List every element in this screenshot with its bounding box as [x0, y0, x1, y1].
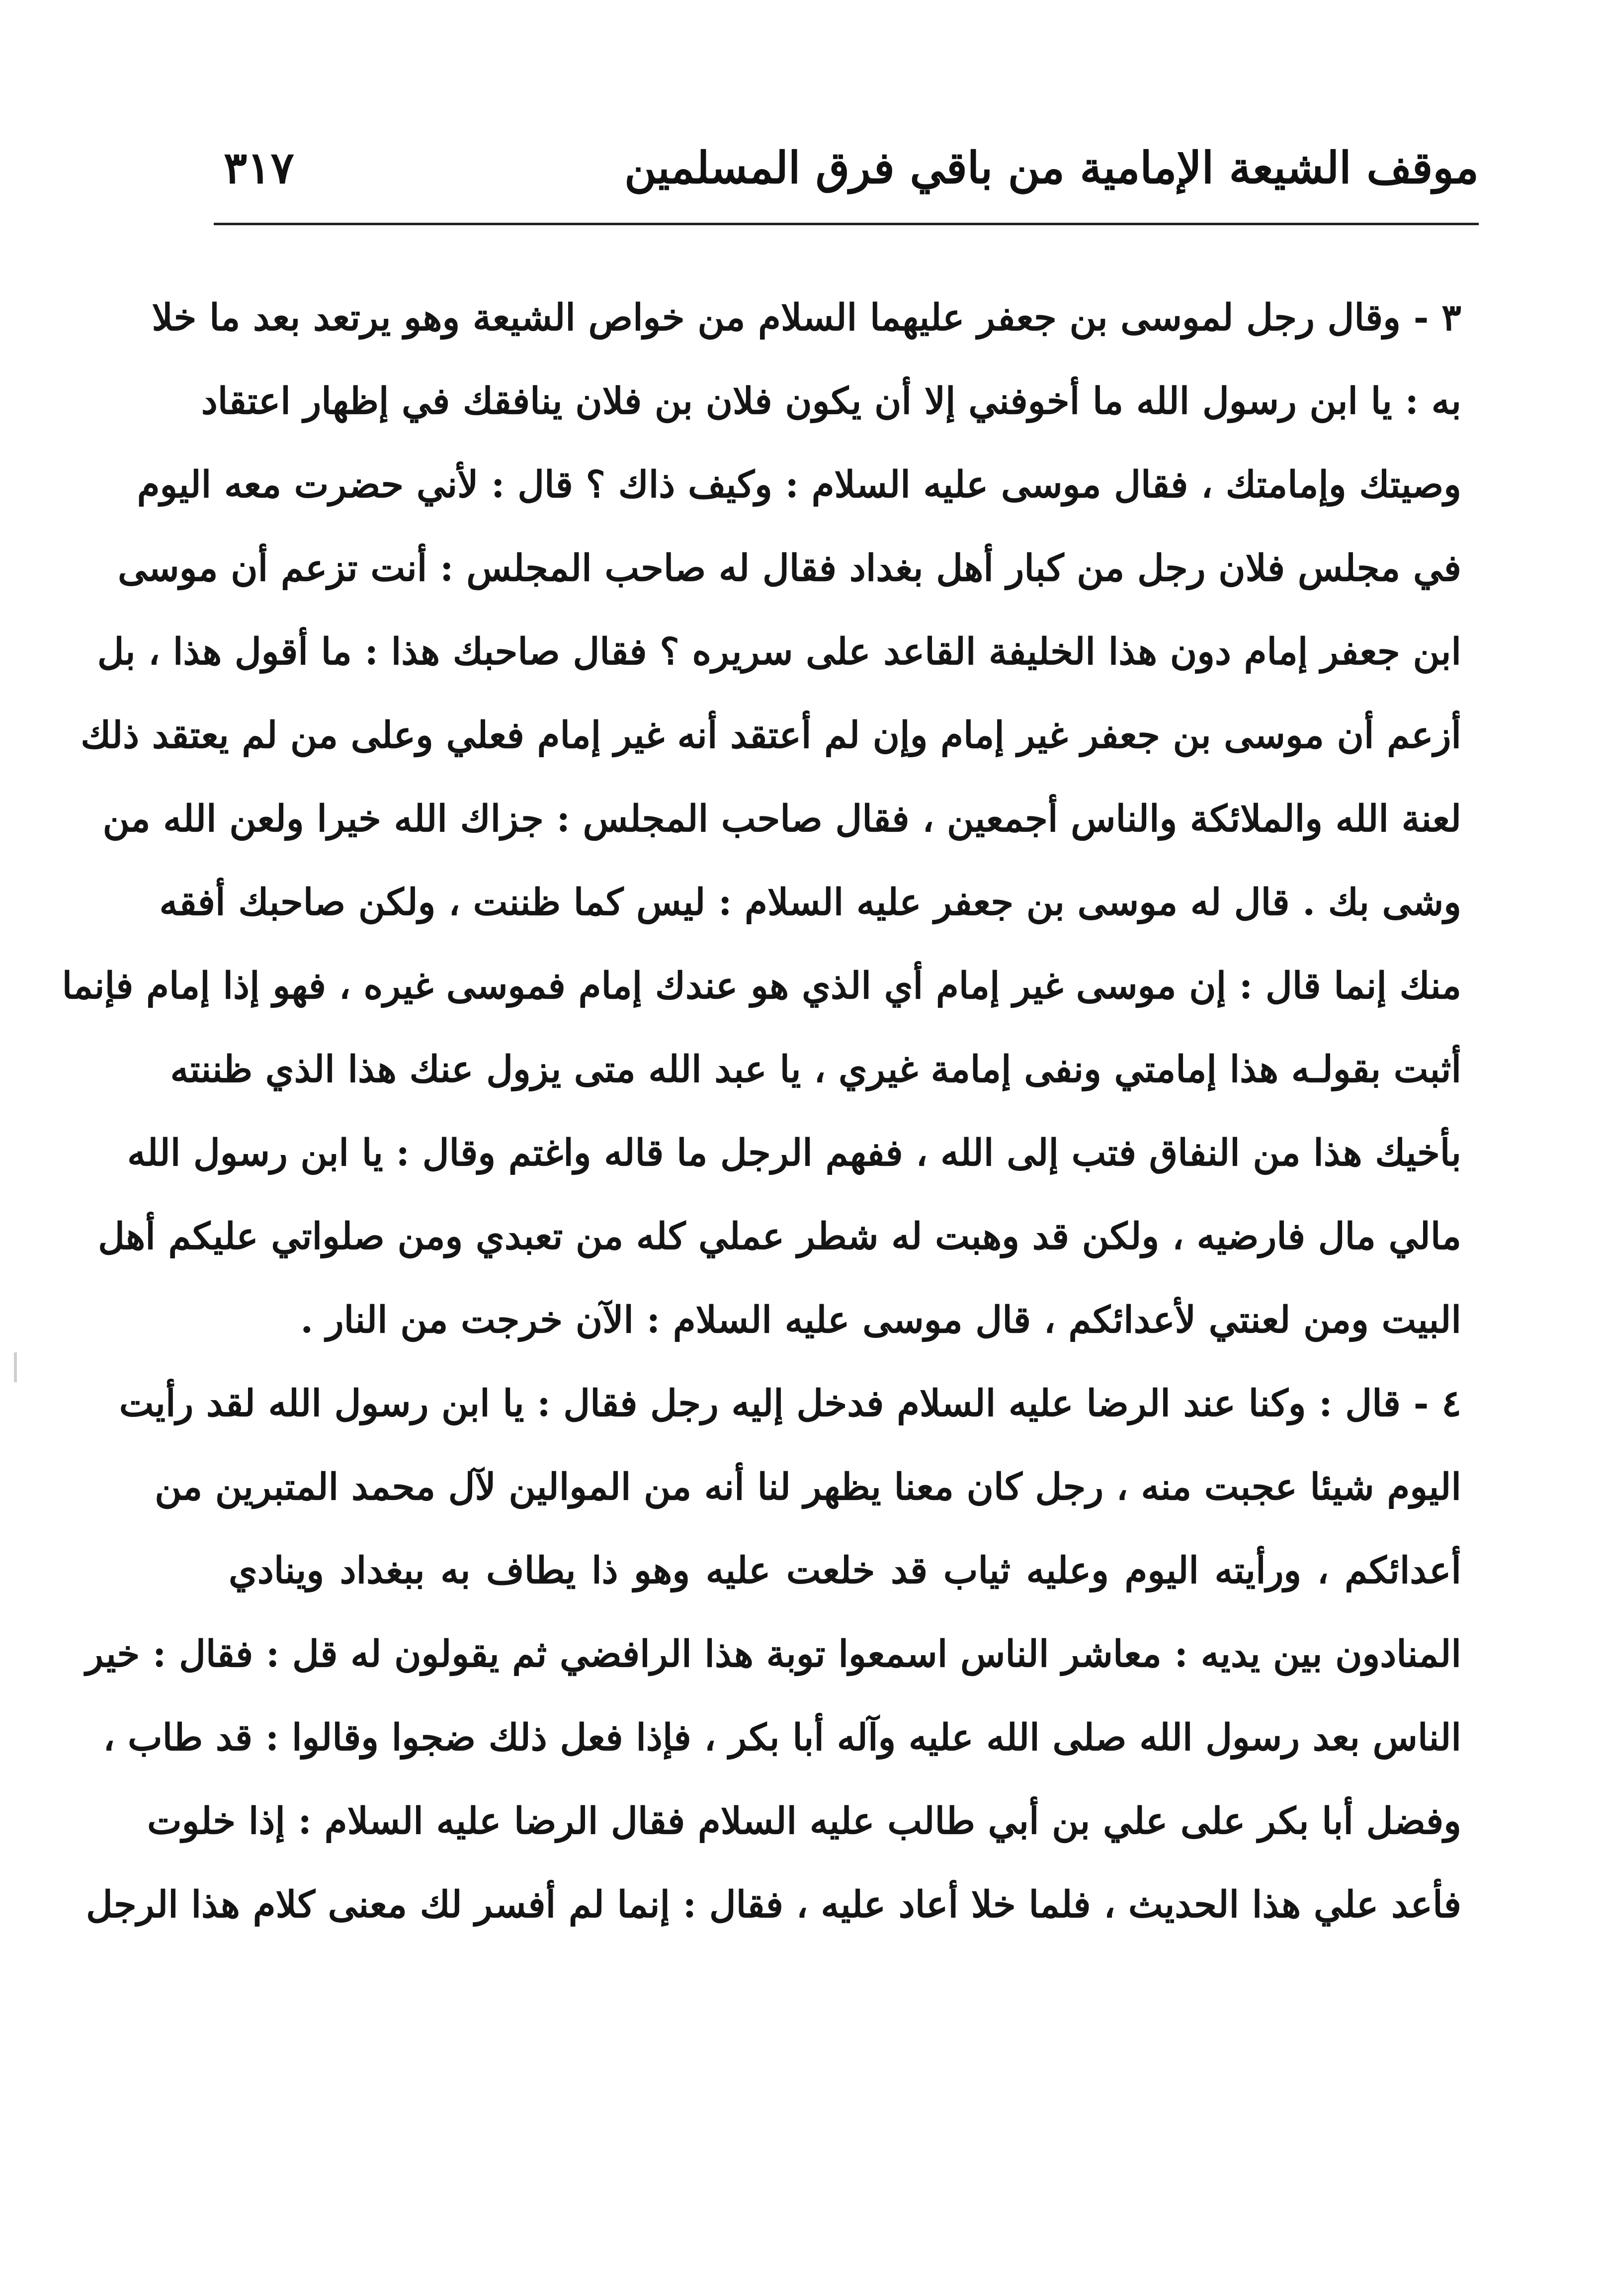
text-line: أزعم أن موسى بن جعفر غير إمام وإن لم أعتقد أنه غير إمام فعلي وعلى من لم يعتقد ذلك	[81, 714, 1461, 757]
text-line: ٤ - قال : وكنا عند الرضا عليه السلام فدخل إليه رجل فقال : يا ابن رسول الله لقد رأيت	[119, 1382, 1461, 1425]
text-line: ٣ - وقال رجل لموسى بن جعفر عليهما السلام من خواص الشيعة وهو يرتعد بعد ما خلا	[152, 296, 1461, 339]
text-line: لعنة الله والملائكة والناس أجمعين ، فقال صاحب المجلس : جزاك الله خيرا ولعن الله من	[102, 797, 1461, 840]
page-number: ٣١٧	[224, 142, 294, 193]
scan-fold-mark	[14, 1352, 17, 1382]
text-line: وشى بك . قال له موسى بن جعفر عليه السلام : ليس كما ظننت ، ولكن صاحبك أفقه	[159, 881, 1461, 924]
text-line: أعدائكم ، ورأيته اليوم وعليه ثياب قد خلعت عليه وهو ذا يطاف به ببغداد وينادي	[229, 1549, 1461, 1592]
header-rule	[214, 223, 1479, 225]
text-line: مالي مال فارضيه ، ولكن قد وهبت له شطر عملي كله من تعبدي ومن صلواتي عليكم أهل	[98, 1215, 1461, 1258]
text-line: الناس بعد رسول الله صلى الله عليه وآله أبا بكر ، فإذا فعل ذلك ضجوا وقالوا : قد طاب ،	[103, 1716, 1461, 1759]
text-line: بأخيك هذا من النفاق فتب إلى الله ، ففهم الرجل ما قاله واغتم وقال : يا ابن رسول الله	[127, 1132, 1461, 1174]
text-line: أثبت بقولـه هذا إمامتي ونفى إمامة غيري ، يا عبد الله متى يزول عنك هذا الذي ظننته	[170, 1048, 1461, 1091]
text-line: به : يا ابن رسول الله ما أخوفني إلا أن يكون فلان بن فلان ينافقك في إظهار اعتقاد	[201, 380, 1461, 423]
text-line: البيت ومن لعنتي لأعدائكم ، قال موسى عليه السلام : الآن خرجت من النار .	[300, 1299, 1461, 1341]
text-line: اليوم شيئا عجبت منه ، رجل كان معنا يظهر لنا أنه من الموالين لآل محمد المتبرين من	[155, 1466, 1461, 1508]
header-title: موقف الشيعة الإمامية من باقي فرق المسلمين	[624, 142, 1479, 193]
text-line: فأعد علي هذا الحديث ، فلما خلا أعاد عليه ، فقال : إنما لم أفسر لك معنى كلام هذا الرجل	[86, 1883, 1461, 1926]
text-line: المنادون بين يديه : معاشر الناس اسمعوا توبة هذا الرافضي ثم يقولون له قل : فقال : خير	[85, 1633, 1461, 1676]
running-header	[214, 127, 1479, 211]
text-line: ابن جعفر إمام دون هذا الخليفة القاعد على سريره ؟ فقال صاحبك هذا : ما أقول هذا ، بل	[97, 630, 1461, 673]
body-text	[62, 276, 1461, 1946]
text-line: في مجلس فلان رجل من كبار أهل بغداد فقال له صاحب المجلس : أنت تزعم أن موسى	[117, 547, 1461, 590]
text-line: وفضل أبا بكر على علي بن أبي طالب عليه السلام فقال الرضا عليه السلام : إذا خلوت	[147, 1800, 1461, 1843]
text-line: منك إنما قال : إن موسى غير إمام أي الذي هو عندك إمام فموسى غيره ، فهو إذا إمام فإنما	[62, 965, 1461, 1007]
text-line: وصيتك وإمامتك ، فقال موسى عليه السلام : وكيف ذاك ؟ قال : لأني حضرت معه اليوم	[137, 463, 1461, 506]
